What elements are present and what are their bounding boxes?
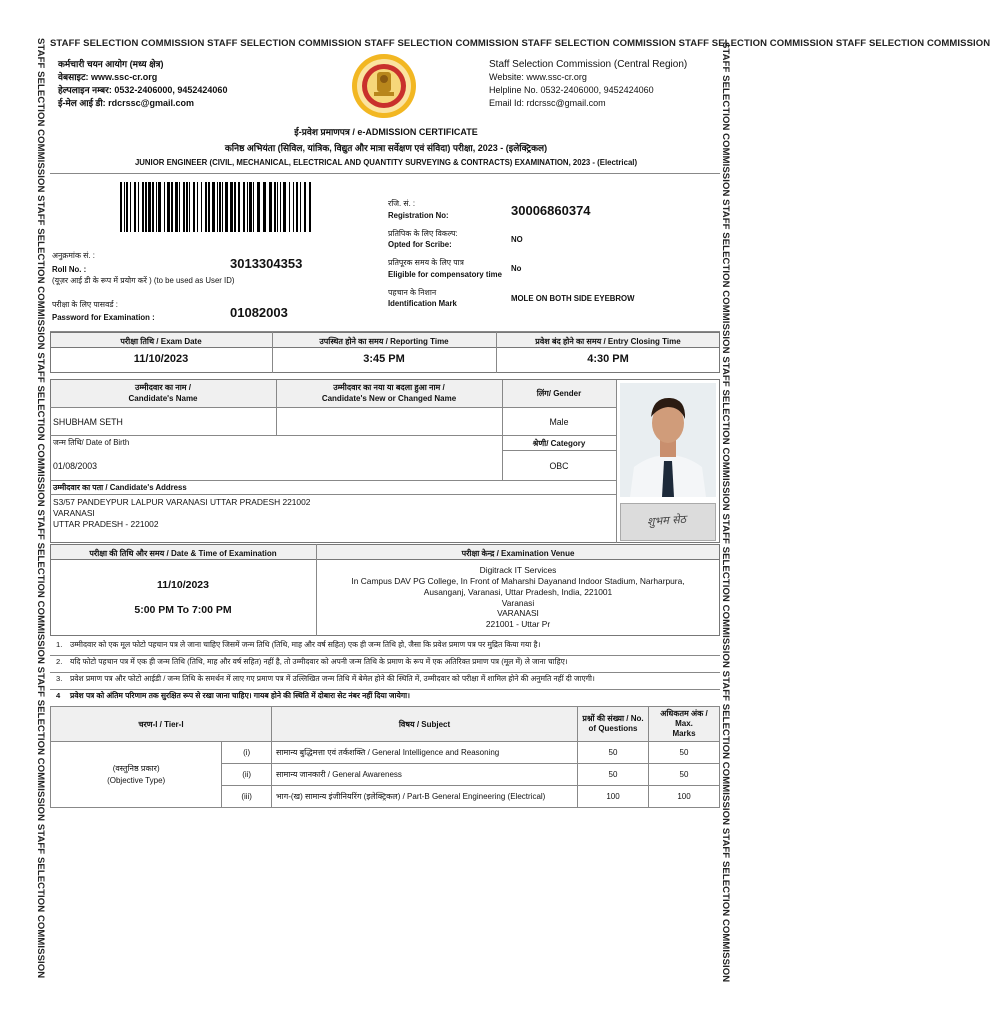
header-left-line2: वेबसाइट: www.ssc-cr.org <box>58 72 158 82</box>
new-name-label-en: Candidate's New or Changed Name <box>321 394 457 403</box>
roll-label-hi: अनुक्रमांक सं. : <box>52 251 95 260</box>
exam-venue-label: परीक्षा केन्द्र / Examination Venue <box>461 549 575 558</box>
title-line3: JUNIOR ENGINEER (CIVIL, MECHANICAL, ELECTRICAL AND QUANTITY SURVEYING & CONTRACTS) EXAMINATION, 2023 - (Electrical) <box>134 158 638 167</box>
subject-row-1-marks: 50 <box>649 742 720 764</box>
header-left-line1: कर्मचारी चयन आयोग (मध्य क्षेत्र) <box>58 59 164 69</box>
exam-time: 5:00 PM To 7:00 PM <box>134 604 232 616</box>
candidate-photo <box>620 383 716 497</box>
address-label: उम्मीदवार का पता / Candidate's Address <box>53 483 187 492</box>
candidate-name-value: SHUBHAM SETH <box>53 417 123 427</box>
tier-header: चरण-I / Tier-I <box>51 707 272 742</box>
subject-row-1-name: सामान्य बुद्धिमत्ता एवं तर्कशक्ति / General Intelligence and Reasoning <box>272 742 578 764</box>
header-left-line3: हेल्पलाइन नम्बर: 0532-2406000, 9452424060 <box>58 85 228 95</box>
header-right <box>489 58 687 110</box>
gender-value: Male <box>549 417 569 427</box>
venue-line3: Ausanganj, Varanasi, Uttar Pradesh, India, 221001 <box>423 587 613 597</box>
subject-header: विषय / Subject <box>272 707 578 742</box>
instruction-2-text: यदि फोटो पहचान पत्र में एक ही जन्म तिथि (तिथि, माह और वर्ष सहित) नहीं है, तो उम्मीदवार को अपनी जन्म तिथि के प्रमाण के रूप में एक अतिरिक्त प्रमाण पत्र (मूल में) ले जाना चाहिए। <box>70 657 568 666</box>
comp-time-label-en: Eligible for compensatory time <box>388 270 502 279</box>
marks-header: अधिकतम अंक / Max. Marks <box>649 707 720 742</box>
ssc-emblem-logo <box>344 52 424 120</box>
border-text-right: STAFF SELECTION COMMISSION STAFF SELECTION COMMISSION STAFF SELECTION COMMISSION STAFF SELECTION COMMISSION STAFF SELECTION COMMISSION STAFF SELECTION COMMISSION <box>720 42 731 983</box>
registration-label-en: Registration No: <box>388 211 449 220</box>
reporting-time-label: उपस्थित होने का समय / Reporting Time <box>319 337 449 346</box>
header-right-line1: Staff Selection Commission (Central Region) <box>489 59 688 70</box>
venue-line4: Varanasi <box>501 598 535 608</box>
subject-table <box>50 706 720 808</box>
subject-row-1-questions: 50 <box>578 742 649 764</box>
title-line2: कनिष्ठ अभियंता (सिविल, यांत्रिक, विद्युत और मात्रा सर्वेक्षण एवं संविदा) परीक्षा, 2023 - (इलेक्ट्रिकल) <box>224 143 548 153</box>
tier-type: (वस्तुनिष्ठ प्रकार) (Objective Type) <box>51 742 222 808</box>
header-right-line4: Email Id: rdcrssc@gmail.com <box>489 98 606 108</box>
instruction-1-text: उम्मीदवार को एक मूल फोटो पहचान पत्र ले जाना चाहिए जिसमें जन्म तिथि (तिथि, माह और वर्ष सहित) एक ही जन्म तिथि हो, जैसा कि प्रवेश प्रमाण पत्र पर मुद्रित किया गया है। <box>70 640 541 649</box>
instruction-3-num: 3. <box>56 674 63 683</box>
subject-row-3-num: (iii) <box>222 786 272 808</box>
instruction-2-num: 2. <box>56 657 63 666</box>
venue-line1: Digitrack IT Services <box>479 565 557 575</box>
closing-time-label: प्रवेश बंद होने का समय / Entry Closing Time <box>535 337 681 346</box>
closing-time-value: 4:30 PM <box>587 353 629 365</box>
address-line3: UTTAR PRADESH - 221002 <box>53 519 159 529</box>
category-label: श्रेणी/ Category <box>532 439 586 448</box>
registration-value: 30006860374 <box>511 203 591 218</box>
password-label-en: Password for Examination : <box>52 313 155 322</box>
title-line1: ई-प्रवेश प्रमाणपत्र / e-ADMISSION CERTIFICATE <box>294 127 478 137</box>
subject-row-2-questions: 50 <box>578 764 649 786</box>
exam-datetime-label: परीक्षा की तिथि और समय / Date & Time of Examination <box>89 549 277 558</box>
scribe-label-en: Opted for Scribe: <box>388 240 452 249</box>
scribe-label-hi: प्रतिपिक के लिए विकल्प: <box>388 229 458 238</box>
barcode <box>120 182 312 232</box>
address-line1: S3/57 PANDEYPUR LALPUR VARANASI UTTAR PRADESH 221002 <box>53 497 311 507</box>
gender-label: लिंग/ Gender <box>536 389 582 398</box>
ident-label-en: Identification Mark <box>388 299 457 308</box>
ident-value: MOLE ON BOTH SIDE EYEBROW <box>511 294 635 303</box>
header-left-line4: ई-मेल आई डी: rdcrssc@gmail.com <box>58 98 194 108</box>
subject-row-2-marks: 50 <box>649 764 720 786</box>
subject-row-2-name: सामान्य जानकारी / General Awareness <box>272 764 578 786</box>
comp-time-value: No <box>511 264 522 273</box>
password-label-hi: परीक्षा के लिए पासवर्ड : <box>52 300 118 309</box>
category-value: OBC <box>549 461 569 471</box>
header-left <box>58 58 227 110</box>
header-right-line2: Website: www.ssc-cr.org <box>489 72 587 82</box>
venue-line2: In Campus DAV PG College, In Front of Maharshi Dayanand Indoor Stadium, Narharpura, <box>351 576 685 586</box>
comp-time-label-hi: प्रतिपूरक समय के लिए पात्र <box>388 258 464 267</box>
questions-header: प्रश्नों की संख्या / No. of Questions <box>578 707 649 742</box>
reporting-time-value: 3:45 PM <box>363 353 405 365</box>
instruction-4-text: प्रवेश पत्र को अंतिम परिणाम तक सुरक्षित रूप से रखा जाना चाहिए। गायब होने की स्थिति में दोबारा सेट नंबर नहीं दिया जायेगा। <box>70 691 411 700</box>
instruction-4-num: 4 <box>56 691 61 700</box>
roll-label-en: Roll No. : <box>52 265 87 274</box>
instruction-3-text: प्रवेश प्रमाण पत्र और फोटो आईडी / जन्म तिथि के समर्थन में लाए गए प्रमाण पत्र में उल्लिखित जन्म तिथि में बेमेल होने की स्थिति में, उम्मीदवार को परीक्षा में शामिल होने की अनुमति नहीं दी जाएगी। <box>70 674 595 683</box>
venue-line5: VARANASI <box>497 608 539 618</box>
exam-date-value: 11/10/2023 <box>133 353 189 365</box>
exam-date: 11/10/2023 <box>157 579 209 591</box>
exam-date-label: परीक्षा तिथि / Exam Date <box>120 337 202 346</box>
subject-row-2-num: (ii) <box>222 764 272 786</box>
border-text-top: STAFF SELECTION COMMISSION STAFF SELECTION COMMISSION STAFF SELECTION COMMISSION STAFF SELECTION COMMISSION STAFF SELECTION COMMISSION STAFF SELECTION COMMISSION <box>50 38 990 49</box>
venue-line6: 221001 - Uttar Pr <box>485 619 551 629</box>
registration-label-hi: रजि. सं. : <box>388 199 416 208</box>
dob-value: 01/08/2003 <box>53 461 98 471</box>
subject-row-3-name: भाग-(ख) सामान्य इंजीनियरिंग (इलेक्ट्रिकल) / Part-B General Engineering (Electrical) <box>272 786 578 808</box>
ident-label-hi: पहचान के निशान <box>388 288 437 297</box>
header-right-line3: Helpline No. 0532-2406000, 9452424060 <box>489 85 654 95</box>
candidate-name-label-en: Candidate's Name <box>128 394 198 403</box>
roll-note: (यूज़र आई डी के रूप में प्रयोग करें ) (to be used as User ID) <box>52 276 235 285</box>
new-name-label-hi: उम्मीदवार का नया या बदला हुआ नाम / <box>333 383 445 392</box>
instruction-1-num: 1. <box>56 640 63 649</box>
scribe-value: NO <box>511 235 523 244</box>
password-value: 01082003 <box>230 305 288 320</box>
subject-row-3-questions: 100 <box>578 786 649 808</box>
border-text-left: STAFF SELECTION COMMISSION STAFF SELECTION COMMISSION STAFF SELECTION COMMISSION STAFF SELECTION COMMISSION STAFF SELECTION COMMISSION STAFF SELECTION COMMISSION <box>35 38 46 979</box>
dob-label: जन्म तिथि/ Date of Birth <box>53 438 130 447</box>
roll-value: 3013304353 <box>230 256 303 271</box>
candidate-name-label-hi: उम्मीदवार का नाम / <box>134 383 192 392</box>
candidate-signature: शुभम सेठ <box>620 503 716 541</box>
subject-row-3-marks: 100 <box>649 786 720 808</box>
subject-row-1-num: (i) <box>222 742 272 764</box>
address-line2: VARANASI <box>53 508 95 518</box>
